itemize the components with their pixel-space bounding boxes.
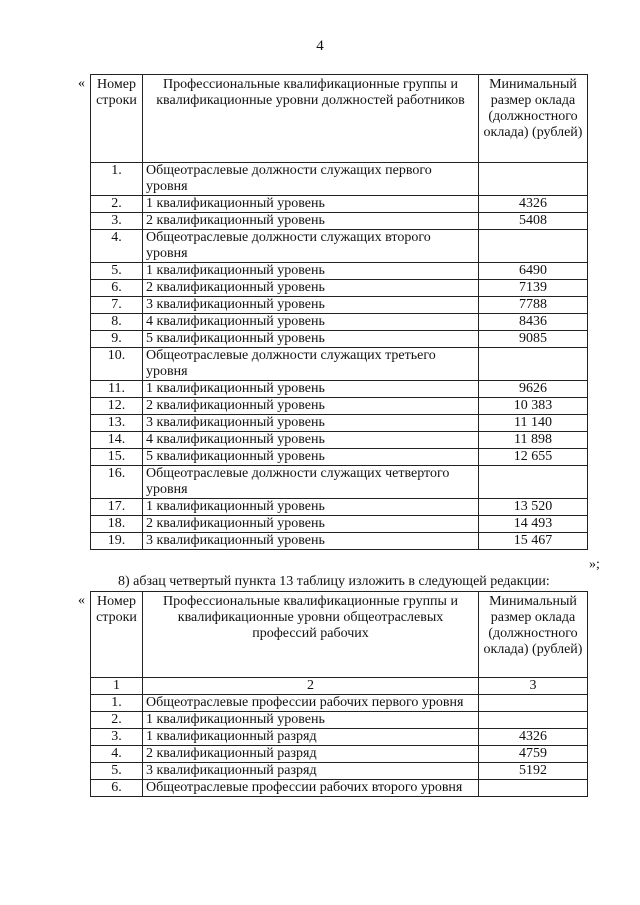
table-row (91, 196, 588, 213)
row-value: 4759 (479, 746, 588, 763)
row-number: 19. (91, 533, 143, 550)
table-row (91, 213, 588, 230)
table-row (91, 331, 588, 348)
row-number: 4. (91, 746, 143, 763)
table-row (91, 280, 588, 297)
table-row (91, 398, 588, 415)
row-text: 1 квалификационный уровень (143, 712, 479, 729)
row-value: 7139 (479, 280, 588, 297)
row-value: 9626 (479, 381, 588, 398)
row-value: 13 520 (479, 499, 588, 516)
table-row (91, 780, 588, 797)
row-text: 3 квалификационный уровень (143, 415, 479, 432)
row-value (479, 466, 588, 499)
row-text: 2 квалификационный уровень (143, 213, 479, 230)
row-number: 6. (91, 280, 143, 297)
row-number: 7. (91, 297, 143, 314)
row-text: 3 квалификационный уровень (143, 297, 479, 314)
table-row (91, 381, 588, 398)
row-text: 4 квалификационный уровень (143, 314, 479, 331)
row-value: 11 140 (479, 415, 588, 432)
row-value: 5408 (479, 213, 588, 230)
table-row (91, 746, 588, 763)
row-value: 15 467 (479, 533, 588, 550)
row-value: 7788 (479, 297, 588, 314)
row-text: 2 квалификационный разряд (143, 746, 479, 763)
row-text: 3 квалификационный уровень (143, 533, 479, 550)
row-number: 2. (91, 712, 143, 729)
close-quote: »; (589, 557, 600, 572)
table-row (91, 163, 588, 196)
column-number: 1 (91, 678, 143, 695)
row-text: 2 квалификационный уровень (143, 280, 479, 297)
table2-column-numbers-row (91, 678, 588, 695)
row-number: 9. (91, 331, 143, 348)
table-row (91, 348, 588, 381)
row-text: Общеотраслевые должности служащих четвертого уровня (143, 466, 479, 499)
row-number: 1. (91, 695, 143, 712)
row-value (479, 780, 588, 797)
table-row (91, 763, 588, 780)
table2-body (91, 592, 588, 797)
row-value: 12 655 (479, 449, 588, 466)
row-text: 1 квалификационный уровень (143, 499, 479, 516)
column-number: 2 (143, 678, 479, 695)
row-text: Общеотраслевые профессии рабочих первого уровня (143, 695, 479, 712)
row-text: 4 квалификационный уровень (143, 432, 479, 449)
row-text: Общеотраслевые должности служащих первого уровня (143, 163, 479, 196)
row-value (479, 712, 588, 729)
row-value: 5192 (479, 763, 588, 780)
amendment-text: 8) абзац четвертый пункта 13 таблицу изложить в следующей редакции: (118, 574, 550, 589)
row-value (479, 230, 588, 263)
row-value: 9085 (479, 331, 588, 348)
header-group: Профессиональные квалификационные группы и квалификационные уровни должностей работников (143, 75, 479, 163)
row-number: 17. (91, 499, 143, 516)
row-value (479, 348, 588, 381)
open-quote-1: « (78, 76, 85, 91)
row-number: 8. (91, 314, 143, 331)
row-number: 11. (91, 381, 143, 398)
row-value: 4326 (479, 729, 588, 746)
row-value: 11 898 (479, 432, 588, 449)
row-number: 10. (91, 348, 143, 381)
row-text: 5 квалификационный уровень (143, 331, 479, 348)
row-value: 6490 (479, 263, 588, 280)
row-number: 5. (91, 263, 143, 280)
row-text: 5 квалификационный уровень (143, 449, 479, 466)
row-value: 10 383 (479, 398, 588, 415)
table-row (91, 729, 588, 746)
row-value: 4326 (479, 196, 588, 213)
table-row (91, 297, 588, 314)
row-text: 1 квалификационный уровень (143, 381, 479, 398)
table-row (91, 263, 588, 280)
row-number: 2. (91, 196, 143, 213)
table-row (91, 516, 588, 533)
table-row (91, 712, 588, 729)
table-row (91, 533, 588, 550)
table2-header-row (91, 592, 588, 678)
row-number: 6. (91, 780, 143, 797)
row-number: 3. (91, 729, 143, 746)
header-group: Профессиональные квалификационные группы и квалификационные уровни общеотраслевых профессий рабочих (143, 592, 479, 678)
row-number: 12. (91, 398, 143, 415)
salary-table-employees (90, 74, 588, 550)
row-number: 5. (91, 763, 143, 780)
row-value: 14 493 (479, 516, 588, 533)
column-number: 3 (479, 678, 588, 695)
row-number: 15. (91, 449, 143, 466)
row-text: 3 квалификационный разряд (143, 763, 479, 780)
row-text: 2 квалификационный уровень (143, 516, 479, 533)
table-row (91, 230, 588, 263)
header-salary: Минимальный размер оклада (должностного оклада) (рублей) (479, 75, 588, 163)
row-number: 1. (91, 163, 143, 196)
table-row (91, 449, 588, 466)
row-text: Общеотраслевые должности служащих третьего уровня (143, 348, 479, 381)
table-row (91, 695, 588, 712)
page-number: 4 (316, 38, 324, 54)
table1-body (91, 75, 588, 550)
row-number: 14. (91, 432, 143, 449)
row-number: 16. (91, 466, 143, 499)
row-text: Общеотраслевые профессии рабочих второго уровня (143, 780, 479, 797)
row-text: 1 квалификационный уровень (143, 196, 479, 213)
row-number: 18. (91, 516, 143, 533)
row-value: 8436 (479, 314, 588, 331)
row-number: 3. (91, 213, 143, 230)
table-row (91, 499, 588, 516)
salary-table-workers (90, 591, 588, 797)
row-text: Общеотраслевые должности служащих второго уровня (143, 230, 479, 263)
table-row (91, 314, 588, 331)
row-text: 1 квалификационный разряд (143, 729, 479, 746)
row-text: 2 квалификационный уровень (143, 398, 479, 415)
table-row (91, 432, 588, 449)
row-value (479, 163, 588, 196)
row-value (479, 695, 588, 712)
header-number: Номер строки (91, 592, 143, 678)
row-text: 1 квалификационный уровень (143, 263, 479, 280)
header-number: Номер строки (91, 75, 143, 163)
table-row (91, 466, 588, 499)
table-row (91, 415, 588, 432)
table1-header-row (91, 75, 588, 163)
row-number: 13. (91, 415, 143, 432)
open-quote-2: « (78, 593, 85, 608)
header-salary: Минимальный размер оклада (должностного оклада) (рублей) (479, 592, 588, 678)
row-number: 4. (91, 230, 143, 263)
